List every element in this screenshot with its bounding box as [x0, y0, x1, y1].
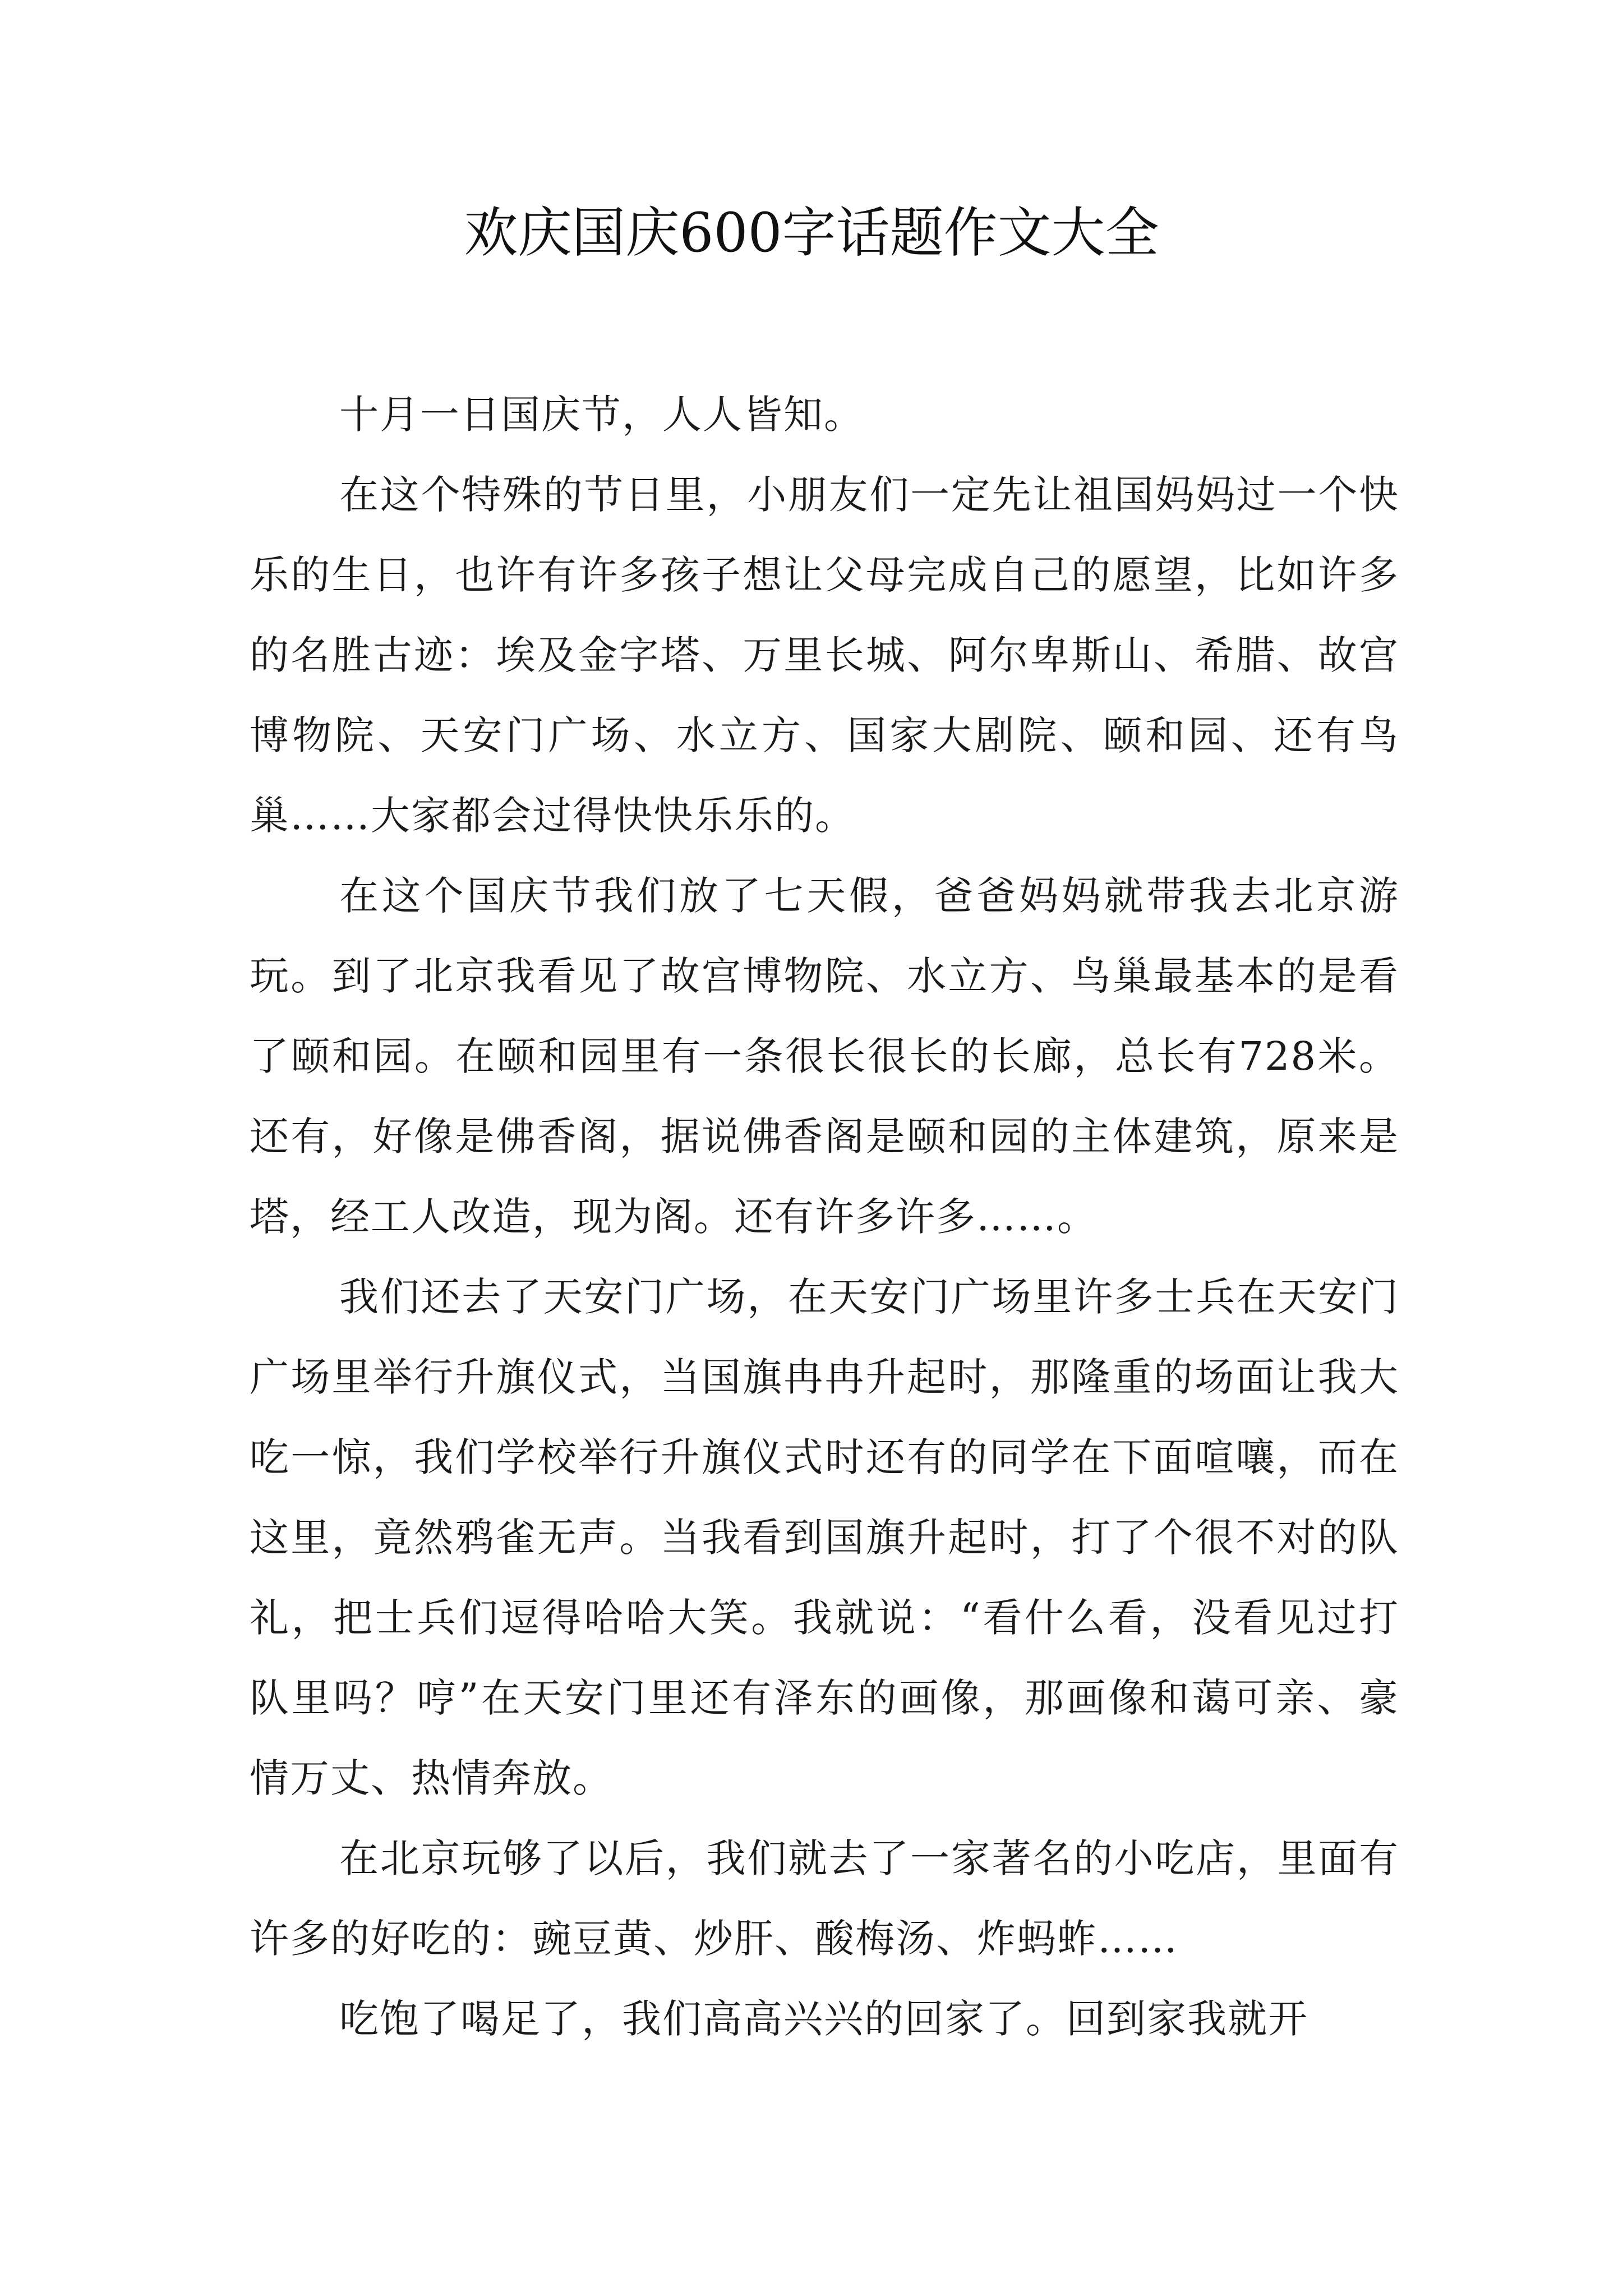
paragraph: 在这个特殊的节日里，小朋友们一定先让祖国妈妈过一个快乐的生日，也许有许多孩子想让父母完成自己的愿望，比如许多的名胜古迹：埃及金字塔、万里长城、阿尔卑斯山、希腊、故宫博物院、天安门广场、水立方、国家大剧院、颐和园、还有鸟巢……大家都会过得快快乐乐的。 — [250, 472, 1399, 839]
paragraph: 吃饱了喝足了，我们高高兴兴的回家了。回到家我就开 — [339, 1996, 1308, 2042]
paragraph: 我们还去了天安门广场，在天安门广场里许多士兵在天安门广场里举行升旗仪式，当国旗冉冉升起时，那隆重的场面让我大吃一惊，我们学校举行升旗仪式时还有的同学在下面喧嚷，而在这里，竟然鸦雀无声。当我看到国旗升起时，打了个很不对的队礼，把士兵们逗得哈哈大笑。我就说：“看什么看，没看见过打队里吗？哼”在天安门里还有泽东的画像，那画像和蔼可亲、豪情万丈、热情奔放。 — [250, 1274, 1399, 1801]
paragraph: 十月一日国庆节，人人皆知。 — [339, 392, 864, 438]
paragraph: 在北京玩够了以后，我们就去了一家著名的小吃店，里面有许多的好吃的：豌豆黄、炒肝、酸梅汤、炸蚂蚱…… — [250, 1835, 1399, 1962]
document-title: 欢庆国庆600字话题作文大全 — [464, 201, 1159, 264]
document-body — [250, 375, 1399, 2059]
paragraph: 在这个国庆节我们放了七天假，爸爸妈妈就带我去北京游玩。到了北京我看见了故宫博物院、水立方、鸟巢最基本的是看了颐和园。在颐和园里有一条很长很长的长廊，总长有728米。还有，好像是佛香阁，据说佛香阁是颐和园的主体建筑，原来是塔，经工人改造，现为阁。还有许多许多……。 — [250, 873, 1399, 1240]
